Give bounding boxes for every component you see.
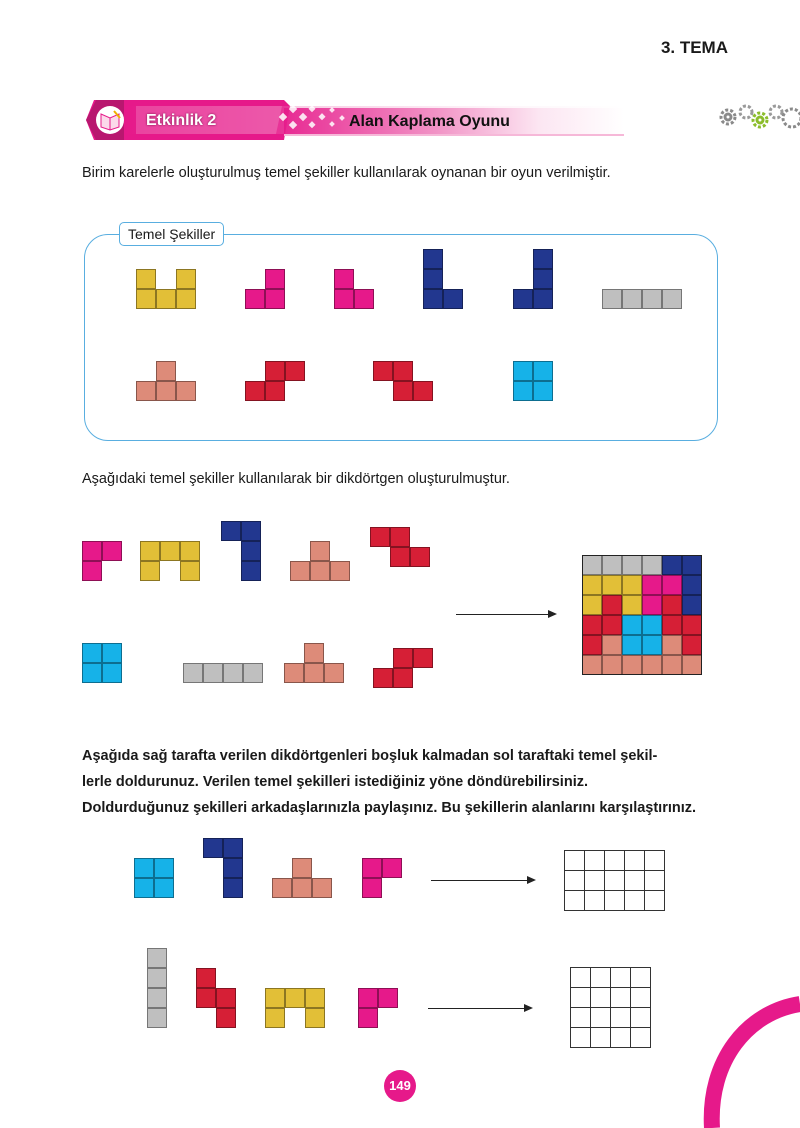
empty-cell[interactable] [624, 870, 645, 891]
unit-square [423, 249, 443, 269]
unit-square [223, 878, 243, 898]
unit-square [154, 878, 174, 898]
theme-label: 3. TEMA [660, 38, 728, 57]
unit-square [358, 1008, 378, 1028]
unit-square [140, 541, 160, 561]
arrow-head-icon [548, 610, 557, 618]
unit-square [265, 1008, 285, 1028]
empty-cell[interactable] [630, 987, 651, 1008]
unit-square [284, 663, 304, 683]
arrow-line [428, 1008, 524, 1009]
unit-square [362, 858, 382, 878]
empty-cell[interactable] [624, 850, 645, 871]
empty-cell[interactable] [590, 1027, 611, 1048]
unit-square [265, 988, 285, 1008]
unit-square [533, 269, 553, 289]
unit-square [265, 381, 285, 401]
unit-square [134, 878, 154, 898]
empty-cell[interactable] [644, 870, 665, 891]
unit-square [154, 858, 174, 878]
unit-square [160, 541, 180, 561]
unit-square [310, 541, 330, 561]
unit-square [82, 541, 102, 561]
unit-square [136, 289, 156, 309]
unit-square [602, 289, 622, 309]
unit-square [136, 381, 156, 401]
unit-square [147, 968, 167, 988]
unit-square [285, 361, 305, 381]
intro-text: Birim karelerle oluşturulmuş temel şekiller kullanılarak oynanan bir oyun verilmiştir. [82, 165, 611, 181]
unit-square [156, 381, 176, 401]
unit-square [382, 858, 402, 878]
unit-square [358, 988, 378, 1008]
unit-square [147, 1008, 167, 1028]
unit-square [393, 668, 413, 688]
unit-square [82, 663, 102, 683]
unit-square [241, 561, 261, 581]
unit-square [136, 269, 156, 289]
empty-cell[interactable] [564, 870, 585, 891]
empty-cell[interactable] [590, 1007, 611, 1028]
unit-square [304, 663, 324, 683]
unit-square [102, 541, 122, 561]
unit-square [147, 948, 167, 968]
unit-square [241, 521, 261, 541]
unit-square [140, 561, 160, 581]
unit-square [642, 289, 662, 309]
basic-shapes-label: Temel Şekiller [119, 222, 224, 246]
unit-square [292, 858, 312, 878]
empty-cell[interactable] [604, 870, 625, 891]
empty-cell[interactable] [610, 987, 631, 1008]
empty-cell[interactable] [584, 850, 605, 871]
empty-cell[interactable] [584, 870, 605, 891]
unit-square [290, 561, 310, 581]
activity-title: Alan Kaplama Oyunu [349, 113, 510, 130]
unit-square [305, 988, 325, 1008]
unit-square [413, 381, 433, 401]
unit-square [102, 663, 122, 683]
empty-cell[interactable] [590, 967, 611, 988]
unit-square [354, 289, 374, 309]
unit-square [513, 361, 533, 381]
unit-square [245, 289, 265, 309]
empty-cell[interactable] [610, 1007, 631, 1028]
unit-square [134, 858, 154, 878]
unit-square [180, 541, 200, 561]
arrow-line [431, 880, 527, 881]
unit-square [203, 838, 223, 858]
unit-square [156, 289, 176, 309]
empty-cell[interactable] [610, 1027, 631, 1048]
example-text: Aşağıdaki temel şekiller kullanılarak bir dikdörtgen oluşturulmuştur. [82, 471, 510, 487]
unit-square [390, 547, 410, 567]
filled-rectangle-border [582, 555, 702, 675]
empty-cell[interactable] [564, 890, 585, 911]
unit-square [533, 289, 553, 309]
unit-square [223, 858, 243, 878]
empty-cell[interactable] [570, 987, 591, 1008]
unit-square [310, 561, 330, 581]
unit-square [265, 289, 285, 309]
task-instructions [82, 743, 722, 821]
basic-shapes-frame [84, 234, 718, 441]
unit-square [393, 381, 413, 401]
unit-square [305, 1008, 325, 1028]
unit-square [533, 249, 553, 269]
unit-square [196, 988, 216, 1008]
unit-square [312, 878, 332, 898]
activity-label: Etkinlik 2 [146, 112, 217, 129]
empty-cell[interactable] [584, 890, 605, 911]
unit-square [378, 988, 398, 1008]
unit-square [443, 289, 463, 309]
task-line-3: Doldurduğunuz şekilleri arkadaşlarınızla paylaşınız. Bu şekillerin alanlarını karşılaştırınız. [82, 800, 697, 816]
gears-icon [716, 100, 800, 134]
task-line-2: lerle doldurunuz. Verilen temel şekilleri istediğiniz yöne döndürebilirsiniz. [82, 774, 588, 790]
unit-square [533, 381, 553, 401]
unit-square [221, 521, 241, 541]
unit-square [304, 643, 324, 663]
unit-square [180, 561, 200, 581]
empty-cell[interactable] [630, 1027, 651, 1048]
unit-square [413, 648, 433, 668]
unit-square [423, 269, 443, 289]
unit-square [334, 289, 354, 309]
unit-square [265, 269, 285, 289]
unit-square [102, 643, 122, 663]
unit-square [223, 838, 243, 858]
unit-square [241, 541, 261, 561]
unit-square [292, 878, 312, 898]
empty-cell[interactable] [610, 967, 631, 988]
empty-cell[interactable] [644, 890, 665, 911]
unit-square [285, 988, 305, 1008]
empty-cell[interactable] [604, 850, 625, 871]
empty-cell[interactable] [604, 890, 625, 911]
task-line-1: Aşağıda sağ tarafta verilen dikdörtgenleri boşluk kalmadan sol taraftaki temel şekil- [82, 748, 658, 764]
unit-square [373, 361, 393, 381]
unit-square [176, 269, 196, 289]
page-number: 149 [384, 1070, 416, 1102]
unit-square [662, 289, 682, 309]
empty-cell[interactable] [564, 850, 585, 871]
empty-cell[interactable] [624, 890, 645, 911]
unit-square [196, 968, 216, 988]
unit-square [330, 561, 350, 581]
unit-square [82, 561, 102, 581]
unit-square [147, 988, 167, 1008]
unit-square [265, 361, 285, 381]
unit-square [334, 269, 354, 289]
unit-square [393, 648, 413, 668]
unit-square [513, 289, 533, 309]
unit-square [622, 289, 642, 309]
empty-cell[interactable] [644, 850, 665, 871]
arrow-head-icon [527, 876, 536, 884]
unit-square [513, 381, 533, 401]
decorative-arc [690, 990, 800, 1128]
unit-square [156, 361, 176, 381]
unit-square [223, 663, 243, 683]
unit-square [324, 663, 344, 683]
unit-square [410, 547, 430, 567]
empty-cell[interactable] [630, 1007, 651, 1028]
unit-square [370, 527, 390, 547]
unit-square [533, 361, 553, 381]
unit-square [183, 663, 203, 683]
unit-square [243, 663, 263, 683]
unit-square [373, 668, 393, 688]
empty-cell[interactable] [590, 987, 611, 1008]
empty-cell[interactable] [570, 967, 591, 988]
unit-square [203, 663, 223, 683]
unit-square [245, 381, 265, 401]
unit-square [390, 527, 410, 547]
arrow-line [456, 614, 548, 615]
unit-square [82, 643, 102, 663]
unit-square [393, 361, 413, 381]
unit-square [423, 289, 443, 309]
unit-square [272, 878, 292, 898]
empty-cell[interactable] [570, 1007, 591, 1028]
empty-cell[interactable] [630, 967, 651, 988]
unit-square [176, 381, 196, 401]
empty-cell[interactable] [570, 1027, 591, 1048]
arrow-head-icon [524, 1004, 533, 1012]
unit-square [176, 289, 196, 309]
unit-square [216, 988, 236, 1008]
unit-square [362, 878, 382, 898]
unit-square [216, 1008, 236, 1028]
